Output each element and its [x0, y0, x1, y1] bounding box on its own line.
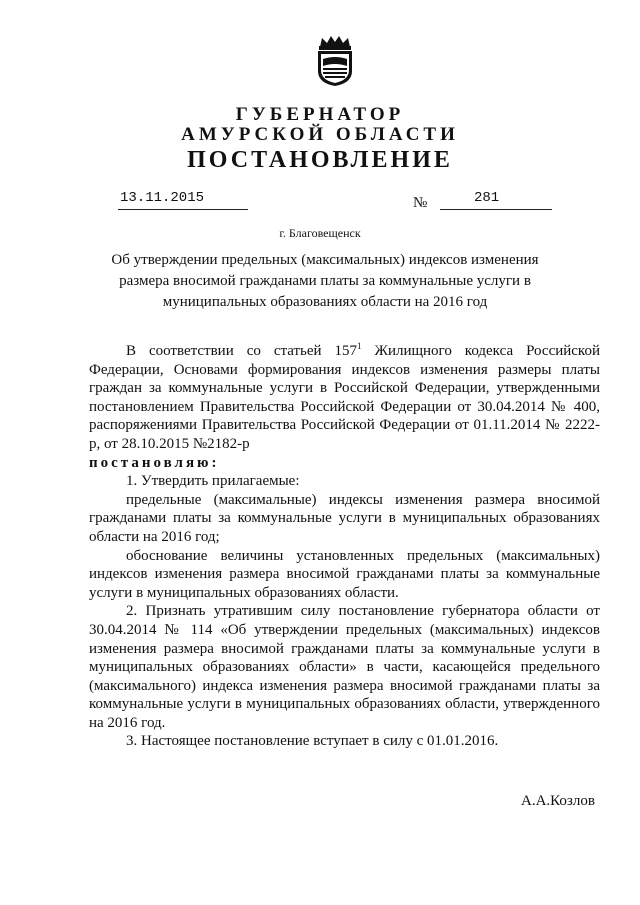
article-superscript: 1: [357, 341, 362, 351]
item-2: 2. Признать утратившим силу постановление губернатора области от 30.04.2014 № 114 «Об утверждении предельных (максимальных) индексов изменения размера вносимой гражданами платы за коммунальные услуги в муниципальных образованиях области» в части, касающейся предельного (максимального) индекса изменения размера вносимой гражданами платы за коммунальные услуги в муниципальных образованиях области, утвержденного на 2016 год.: [89, 603, 600, 731]
document-type-heading: ПОСТАНОВЛЕНИЕ: [187, 147, 453, 173]
preamble-paragraph: [89, 337, 600, 454]
item-1b: обоснование величины установленных предельных (максимальных) индексов изменения размера вносимой гражданами платы за коммунальные услуги в муниципальных образованиях области.: [89, 547, 600, 601]
region-heading: АМУРСКОЙ ОБЛАСТИ: [181, 124, 459, 145]
city: г. Благовещенск: [279, 226, 361, 240]
document-title: Об утверждении предельных (максимальных) индексов изменения размера вносимой гражданами платы за коммунальные услуги в муниципальных образованиях области на 2016 год: [111, 252, 539, 310]
date-underline: [118, 209, 248, 210]
decree-word: постановляю:: [89, 454, 220, 471]
document-number: 281: [474, 190, 500, 206]
preamble-text-rest: Жилищного кодекса Российской Федерации, Основами формирования индексов изменения размеры платы граждан за коммунальные услуги в Российской Федерации, утвержденными постановлением Правительства Российской Федерации от 30.04.2014 № 400, распоряжениями Правительства Российской Федерации от 01.11.2014 № 2222-р, от 28.10.2015 №2182-р: [89, 343, 600, 452]
item-1a: предельные (максимальные) индексы изменения размера вносимой гражданами платы за коммунальные услуги в муниципальных образованиях области на 2016 год;: [89, 491, 600, 545]
signature-name: А.А.Козлов: [521, 793, 595, 809]
document-body: [89, 337, 600, 751]
amur-coat-of-arms-icon: [313, 33, 357, 87]
item-3: 3. Настоящее постановление вступает в силу с 01.01.2016.: [126, 733, 499, 750]
document-date: 13.11.2015: [120, 190, 205, 206]
preamble-text-start: В соответствии со статьей 157: [126, 343, 358, 359]
governor-heading: ГУБЕРНАТОР: [235, 104, 405, 125]
item-1: 1. Утвердить прилагаемые:: [126, 473, 300, 490]
number-label: №: [413, 195, 428, 211]
number-underline: [440, 209, 552, 210]
